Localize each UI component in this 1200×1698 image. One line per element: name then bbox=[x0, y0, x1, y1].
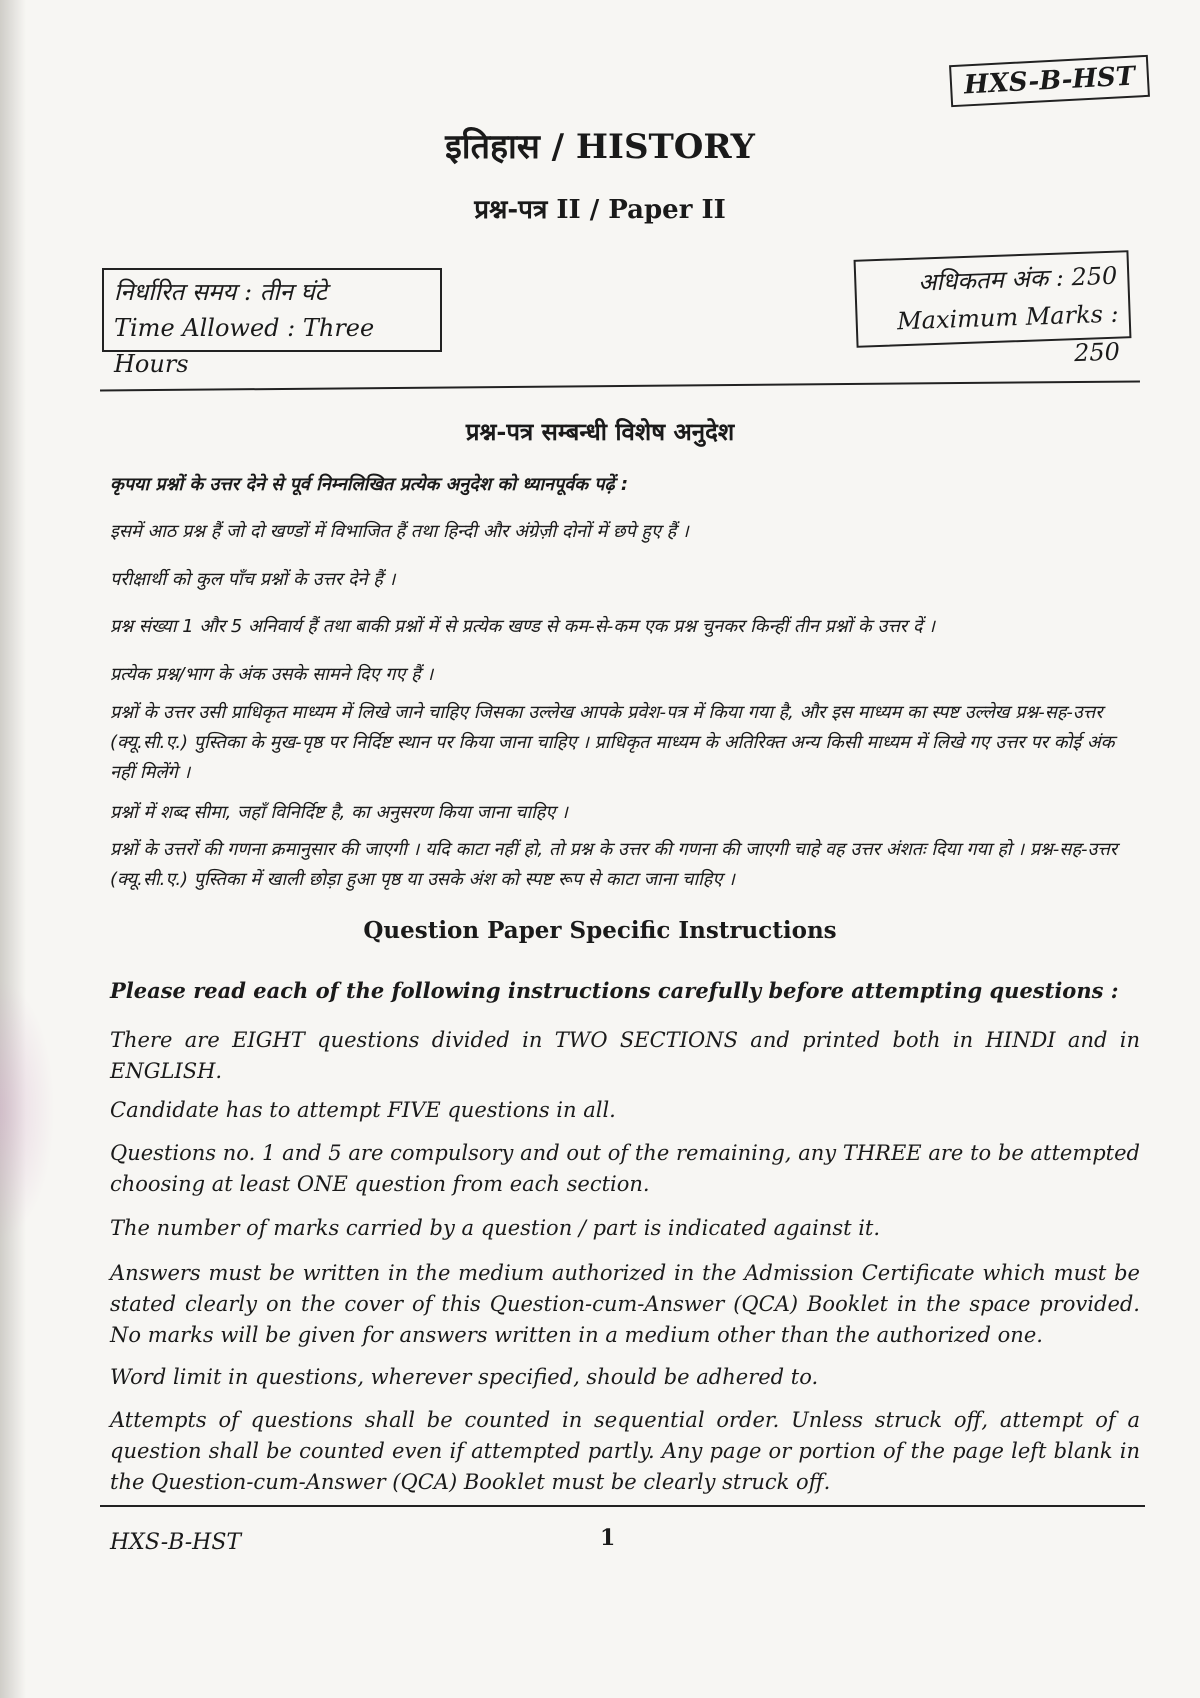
page-title: इतिहास / HISTORY bbox=[445, 127, 755, 167]
footer-divider bbox=[100, 1505, 1145, 1507]
english-instruction-item: Answers must be written in the medium authorized in the Admission Certificate which must be stated clearly on the cover of this Question-cum-Answer (QCA) Booklet in the space provided. No marks will be given for answers written in a medium other than the authorized one. bbox=[110, 1261, 1140, 1347]
page-stain bbox=[0, 980, 55, 1240]
maximum-marks-box bbox=[854, 250, 1132, 368]
time-allowed-english: Time Allowed : Three Hours bbox=[114, 314, 375, 378]
hindi-instructions-heading: प्रश्न-पत्र सम्बन्धी विशेष अनुदेश bbox=[465, 417, 735, 446]
english-instructions-heading: Question Paper Specific Instructions bbox=[363, 917, 837, 944]
maximum-marks-hindi: अधिकतम अंक : 250 bbox=[917, 261, 1118, 297]
hindi-instruction-item: इसमें आठ प्रश्न हैं जो दो खण्डों में विभाजित हैं तथा हिन्दी और अंग्रेज़ी दोनों में छपे हुए हैं । bbox=[110, 521, 689, 542]
time-allowed-hindi: निर्धारित समय : तीन घंटे bbox=[114, 278, 327, 306]
footer-paper-code: HXS-B-HST bbox=[110, 1530, 242, 1555]
english-instructions-intro: Please read each of the following instructions carefully before attempting questions : bbox=[110, 978, 1119, 1003]
hindi-instruction-item: प्रश्नों के उत्तर उसी प्राधिकृत माध्यम में लिखे जाने चाहिए जिसका उल्लेख आपके प्रवेश-पत्र में किया गया है, और इस माध्यम का स्पष्ट उल्लेख प्रश्न-सह-उत्तर (क्यू.सी.ए.) पुस्तिका के मुख-पृष्ठ पर निर्दिष्ट स्थान पर किया जाना चाहिए । प्राधिकृत माध्यम के अतिरिक्त अन्य किसी माध्यम में लिखे गए उत्तर पर कोई अंक नहीं मिलेंगे । bbox=[110, 702, 1115, 783]
hindi-instruction-item: प्रश्नों के उत्तरों की गणना क्रमानुसार की जाएगी । यदि काटा नहीं हो, तो प्रश्न के उत्तर की गणना की जाएगी चाहे वह उत्तर अंशतः दिया गया हो । प्रश्न-सह-उत्तर (क्यू.सी.ए.) पुस्तिका में खाली छोड़ा हुआ पृष्ठ या उसके अंश को स्पष्ट रूप से काटा जाना चाहिए । bbox=[110, 839, 1118, 890]
hindi-instruction-item: प्रश्न संख्या 1 और 5 अनिवार्य हैं तथा बाकी प्रश्नों में से प्रत्येक खण्ड से कम-से-कम एक प्रश्न चुनकर किन्हीं तीन प्रश्नों के उत्तर दें । bbox=[110, 616, 935, 637]
english-instruction-item: Questions no. 1 and 5 are compulsory and out of the remaining, any THREE are to be attempted choosing at least ONE question from each section. bbox=[110, 1141, 1140, 1196]
page-number: 1 bbox=[600, 1525, 616, 1551]
hindi-instructions-intro: कृपया प्रश्नों के उत्तर देने से पूर्व निम्नलिखित प्रत्येक अनुदेश को ध्यानपूर्वक पढ़ें : bbox=[110, 474, 629, 495]
english-instruction-item: The number of marks carried by a question / part is indicated against it. bbox=[110, 1216, 881, 1240]
maximum-marks-english: Maximum Marks : 250 bbox=[896, 299, 1121, 368]
english-instruction-item: Attempts of questions shall be counted in sequential order. Unless struck off, attempt of a question shall be counted even if attempted partly. Any page or portion of the page left blank in the Question-cum-Answer (QCA) Booklet must be clearly struck off. bbox=[110, 1408, 1140, 1494]
hindi-instruction-item: प्रत्येक प्रश्न/भाग के अंक उसके सामने दिए गए हैं । bbox=[110, 664, 434, 685]
time-allowed-box bbox=[102, 268, 442, 378]
hindi-instruction-item: प्रश्नों में शब्द सीमा, जहाँ विनिर्दिष्ट है, का अनुसरण किया जाना चाहिए । bbox=[110, 802, 568, 823]
hindi-instruction-item: परीक्षार्थी को कुल पाँच प्रश्नों के उत्तर देने हैं । bbox=[110, 569, 396, 590]
paper-code-box: HXS-B-HST bbox=[949, 55, 1150, 107]
english-instruction-item: Word limit in questions, wherever specified, should be adhered to. bbox=[110, 1365, 819, 1389]
paper-subtitle: प्रश्न-पत्र II / Paper II bbox=[474, 195, 726, 225]
english-instruction-item: Candidate has to attempt FIVE questions in all. bbox=[110, 1098, 616, 1122]
header-divider bbox=[100, 380, 1140, 391]
english-instruction-item: There are EIGHT questions divided in TWO SECTIONS and printed both in HINDI and in ENGLISH. bbox=[110, 1028, 1140, 1083]
page-edge-shadow bbox=[0, 0, 26, 1698]
